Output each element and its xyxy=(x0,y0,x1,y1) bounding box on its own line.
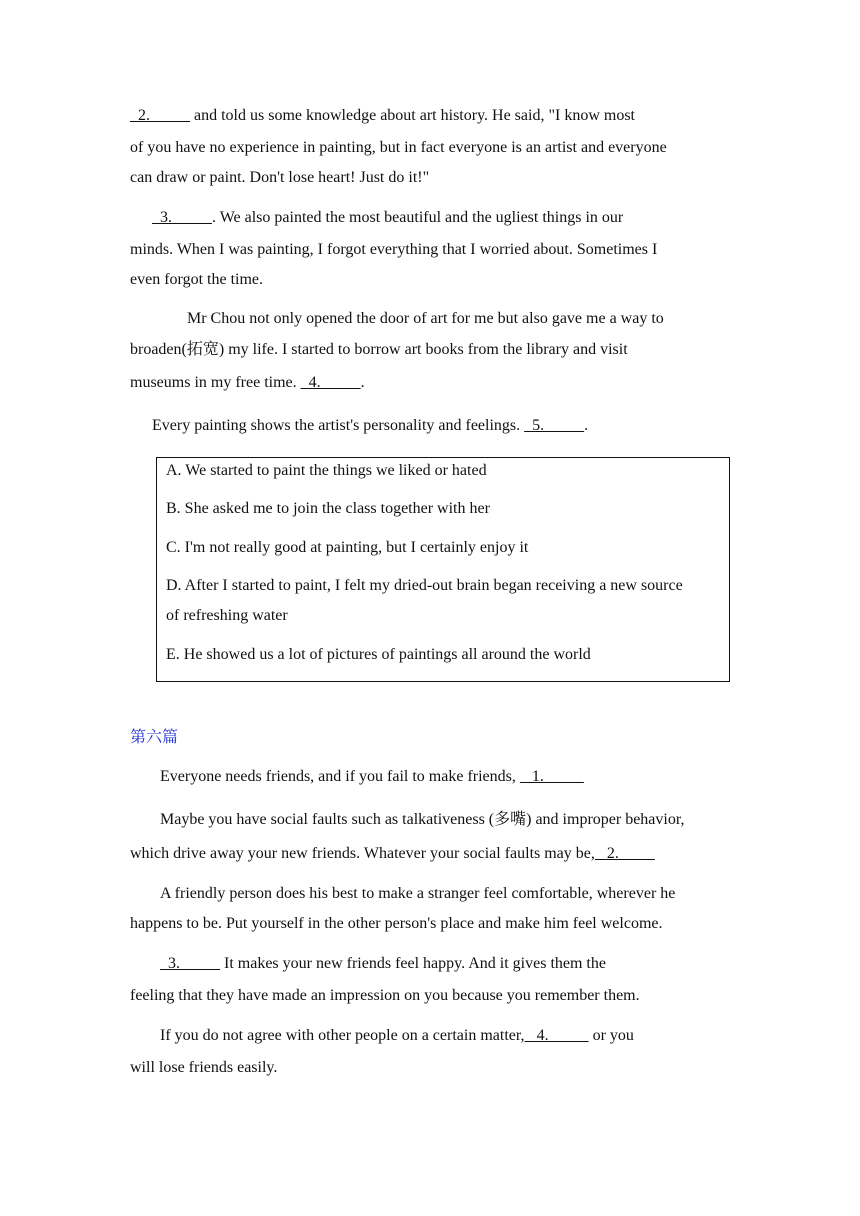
text: Every painting shows the artist's personality and feelings. xyxy=(152,417,525,434)
paragraph-line: happens to be. Put yourself in the other person's place and make him feel welcome. xyxy=(130,915,663,932)
answer-blank-5[interactable]: 5. xyxy=(524,417,585,434)
option-d: D. After I started to paint, I felt my dried-out brain began receiving a new source xyxy=(166,577,683,594)
option-b: B. She asked me to join the class together with her xyxy=(166,500,490,517)
paragraph-line: will lose friends easily. xyxy=(130,1059,278,1076)
paragraph-line: Mr Chou not only opened the door of art for me but also gave me a way to xyxy=(187,310,664,327)
paragraph-line xyxy=(130,844,655,864)
text: or you xyxy=(588,1027,634,1044)
answer-blank-1[interactable]: 1. xyxy=(519,768,584,785)
paragraph-line: even forgot the time. xyxy=(130,271,263,288)
paragraph-line: broaden(拓宽) my life. I started to borrow art books from the library and visit xyxy=(130,341,628,358)
answer-blank-3b[interactable]: 3. xyxy=(160,955,220,972)
options-box xyxy=(156,457,730,682)
paragraph-line xyxy=(152,208,623,228)
text: . xyxy=(360,374,365,391)
paragraph-line xyxy=(152,416,588,436)
answer-blank-3[interactable]: 3. xyxy=(152,209,212,226)
paragraph-line xyxy=(160,954,606,974)
answer-blank-4b[interactable]: 4. xyxy=(524,1027,589,1044)
option-c: C. I'm not really good at painting, but I certainly enjoy it xyxy=(166,539,529,556)
option-e: E. He showed us a lot of pictures of paintings all around the world xyxy=(166,646,591,663)
text: museums in my free time. xyxy=(130,374,301,391)
answer-blank-4[interactable]: 4. xyxy=(300,374,361,391)
paragraph-line: of you have no experience in painting, but in fact everyone is an artist and everyone xyxy=(130,139,667,156)
text: . xyxy=(584,417,589,434)
paragraph-line xyxy=(160,767,584,787)
answer-blank-2[interactable]: 2. xyxy=(130,107,190,124)
paragraph-line: can draw or paint. Don't lose heart! Just do it!" xyxy=(130,169,430,186)
text: If you do not agree with other people on a certain matter, xyxy=(160,1027,525,1044)
text: . We also painted the most beautiful and the ugliest things in our xyxy=(212,209,624,226)
paragraph-line xyxy=(160,1026,634,1046)
text: and told us some knowledge about art history. He said, "I know most xyxy=(190,107,635,124)
paragraph-line: A friendly person does his best to make a stranger feel comfortable, wherever he xyxy=(160,885,676,902)
paragraph-line xyxy=(130,106,635,126)
text: It makes your new friends feel happy. And it gives them the xyxy=(220,955,606,972)
paragraph-line: minds. When I was painting, I forgot everything that I worried about. Sometimes I xyxy=(130,241,658,258)
answer-blank-2b[interactable]: 2. xyxy=(594,845,655,862)
option-a: A. We started to paint the things we liked or hated xyxy=(166,462,487,479)
section-heading: 第六篇 xyxy=(130,727,179,746)
text: Everyone needs friends, and if you fail to make friends, xyxy=(160,768,520,785)
paragraph-line: feeling that they have made an impression on you because you remember them. xyxy=(130,987,640,1004)
option-d-cont: of refreshing water xyxy=(166,607,288,624)
paragraph-line: Maybe you have social faults such as talkativeness (多嘴) and improper behavior, xyxy=(160,811,685,828)
paragraph-line xyxy=(130,373,365,393)
text: which drive away your new friends. Whatever your social faults may be, xyxy=(130,845,595,862)
